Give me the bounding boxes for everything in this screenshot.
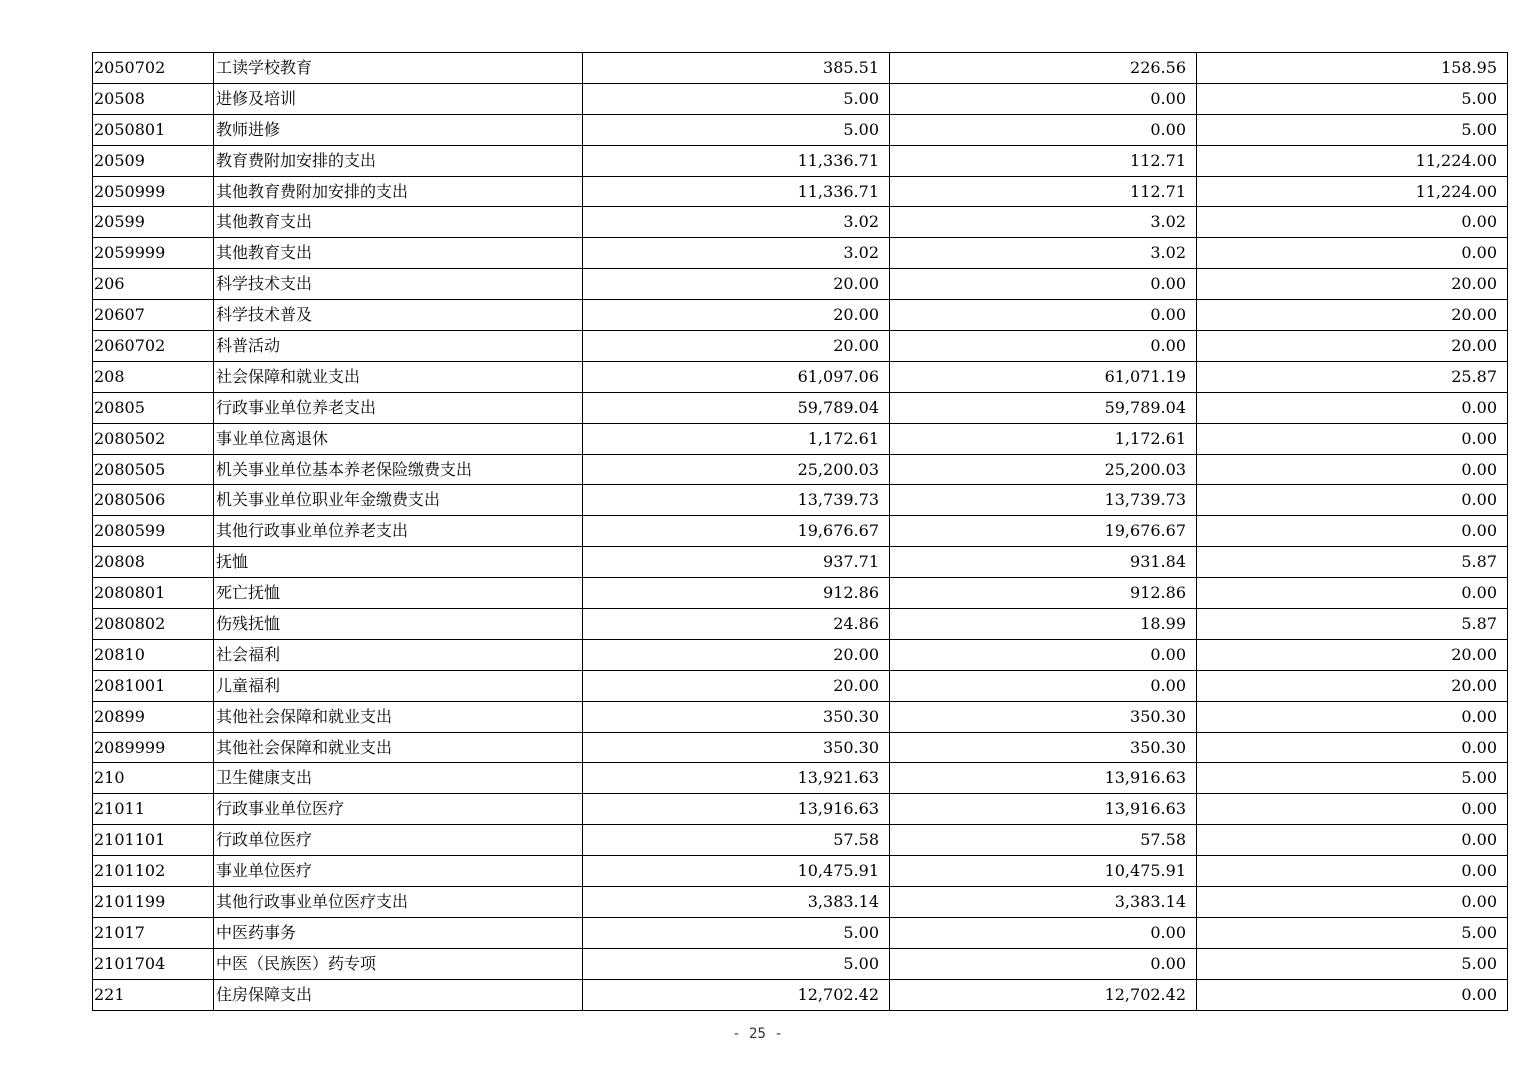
project-expenditure-cell: 5.87	[1197, 547, 1508, 578]
project-expenditure-cell: 5.00	[1197, 948, 1508, 979]
subject-code-cell: 221	[93, 979, 214, 1010]
subject-name-cell: 事业单位离退休	[214, 423, 583, 454]
basic-expenditure-cell: 350.30	[890, 701, 1197, 732]
table-row	[93, 979, 1508, 1010]
table-row	[93, 207, 1508, 238]
table-row	[93, 794, 1508, 825]
subject-name-cell: 社会福利	[214, 639, 583, 670]
table-row	[93, 269, 1508, 300]
subject-name-cell: 中医药事务	[214, 917, 583, 948]
total-amount-cell: 12,702.42	[583, 979, 890, 1010]
basic-expenditure-cell: 18.99	[890, 609, 1197, 640]
basic-expenditure-cell: 226.56	[890, 53, 1197, 84]
table-row	[93, 516, 1508, 547]
basic-expenditure-cell: 112.71	[890, 145, 1197, 176]
project-expenditure-cell: 20.00	[1197, 331, 1508, 362]
project-expenditure-cell: 0.00	[1197, 578, 1508, 609]
basic-expenditure-cell: 0.00	[890, 300, 1197, 331]
total-amount-cell: 10,475.91	[583, 856, 890, 887]
subject-name-cell: 科学技术普及	[214, 300, 583, 331]
basic-expenditure-cell: 12,702.42	[890, 979, 1197, 1010]
subject-name-cell: 其他教育费附加安排的支出	[214, 176, 583, 207]
subject-name-cell: 科学技术支出	[214, 269, 583, 300]
page-number: - 25 -	[732, 1026, 783, 1042]
basic-expenditure-cell: 0.00	[890, 948, 1197, 979]
project-expenditure-cell: 0.00	[1197, 392, 1508, 423]
subject-code-cell: 2081001	[93, 670, 214, 701]
basic-expenditure-cell: 0.00	[890, 114, 1197, 145]
total-amount-cell: 25,200.03	[583, 454, 890, 485]
subject-name-cell: 其他教育支出	[214, 238, 583, 269]
subject-name-cell: 伤残抚恤	[214, 609, 583, 640]
subject-code-cell: 2059999	[93, 238, 214, 269]
subject-name-cell: 其他教育支出	[214, 207, 583, 238]
subject-name-cell: 抚恤	[214, 547, 583, 578]
basic-expenditure-cell: 13,916.63	[890, 763, 1197, 794]
subject-name-cell: 事业单位医疗	[214, 856, 583, 887]
subject-name-cell: 其他社会保障和就业支出	[214, 732, 583, 763]
table-row	[93, 701, 1508, 732]
table-row	[93, 948, 1508, 979]
total-amount-cell: 11,336.71	[583, 176, 890, 207]
table-row	[93, 361, 1508, 392]
table-row	[93, 763, 1508, 794]
table-row	[93, 176, 1508, 207]
project-expenditure-cell: 11,224.00	[1197, 176, 1508, 207]
basic-expenditure-cell: 112.71	[890, 176, 1197, 207]
budget-expenditure-table	[92, 52, 1508, 1011]
subject-code-cell: 206	[93, 269, 214, 300]
table-row	[93, 392, 1508, 423]
total-amount-cell: 13,916.63	[583, 794, 890, 825]
subject-name-cell: 机关事业单位基本养老保险缴费支出	[214, 454, 583, 485]
subject-code-cell: 2050999	[93, 176, 214, 207]
project-expenditure-cell: 0.00	[1197, 825, 1508, 856]
subject-name-cell: 科普活动	[214, 331, 583, 362]
subject-name-cell: 行政事业单位医疗	[214, 794, 583, 825]
subject-name-cell: 卫生健康支出	[214, 763, 583, 794]
basic-expenditure-cell: 13,739.73	[890, 485, 1197, 516]
subject-name-cell: 儿童福利	[214, 670, 583, 701]
subject-code-cell: 20508	[93, 83, 214, 114]
table-row	[93, 83, 1508, 114]
subject-code-cell: 208	[93, 361, 214, 392]
total-amount-cell: 24.86	[583, 609, 890, 640]
project-expenditure-cell: 0.00	[1197, 701, 1508, 732]
total-amount-cell: 3.02	[583, 238, 890, 269]
table-row	[93, 53, 1508, 84]
basic-expenditure-cell: 61,071.19	[890, 361, 1197, 392]
table-row	[93, 485, 1508, 516]
subject-name-cell: 社会保障和就业支出	[214, 361, 583, 392]
subject-code-cell: 20899	[93, 701, 214, 732]
subject-name-cell: 其他行政事业单位医疗支出	[214, 887, 583, 918]
project-expenditure-cell: 0.00	[1197, 238, 1508, 269]
table-row	[93, 454, 1508, 485]
basic-expenditure-cell: 0.00	[890, 670, 1197, 701]
table-row	[93, 670, 1508, 701]
project-expenditure-cell: 20.00	[1197, 269, 1508, 300]
project-expenditure-cell: 0.00	[1197, 732, 1508, 763]
subject-name-cell: 其他行政事业单位养老支出	[214, 516, 583, 547]
subject-code-cell: 20509	[93, 145, 214, 176]
total-amount-cell: 20.00	[583, 670, 890, 701]
basic-expenditure-cell: 19,676.67	[890, 516, 1197, 547]
project-expenditure-cell: 0.00	[1197, 423, 1508, 454]
project-expenditure-cell: 158.95	[1197, 53, 1508, 84]
subject-code-cell: 210	[93, 763, 214, 794]
basic-expenditure-cell: 1,172.61	[890, 423, 1197, 454]
total-amount-cell: 59,789.04	[583, 392, 890, 423]
table-row	[93, 917, 1508, 948]
subject-name-cell: 行政单位医疗	[214, 825, 583, 856]
total-amount-cell: 20.00	[583, 269, 890, 300]
subject-code-cell: 20599	[93, 207, 214, 238]
basic-expenditure-cell: 0.00	[890, 269, 1197, 300]
basic-expenditure-cell: 10,475.91	[890, 856, 1197, 887]
table-row	[93, 639, 1508, 670]
subject-name-cell: 住房保障支出	[214, 979, 583, 1010]
table-row	[93, 423, 1508, 454]
table-row	[93, 238, 1508, 269]
subject-code-cell: 2101101	[93, 825, 214, 856]
basic-expenditure-cell: 3,383.14	[890, 887, 1197, 918]
total-amount-cell: 13,739.73	[583, 485, 890, 516]
project-expenditure-cell: 0.00	[1197, 485, 1508, 516]
subject-name-cell: 教育费附加安排的支出	[214, 145, 583, 176]
total-amount-cell: 20.00	[583, 639, 890, 670]
table-row	[93, 609, 1508, 640]
table-row	[93, 300, 1508, 331]
basic-expenditure-cell: 0.00	[890, 331, 1197, 362]
project-expenditure-cell: 20.00	[1197, 300, 1508, 331]
table-row	[93, 825, 1508, 856]
subject-name-cell: 工读学校教育	[214, 53, 583, 84]
table-row	[93, 856, 1508, 887]
subject-code-cell: 20805	[93, 392, 214, 423]
total-amount-cell: 20.00	[583, 331, 890, 362]
subject-code-cell: 20607	[93, 300, 214, 331]
basic-expenditure-cell: 3.02	[890, 238, 1197, 269]
basic-expenditure-cell: 3.02	[890, 207, 1197, 238]
subject-name-cell: 中医（民族医）药专项	[214, 948, 583, 979]
total-amount-cell: 61,097.06	[583, 361, 890, 392]
project-expenditure-cell: 5.00	[1197, 917, 1508, 948]
total-amount-cell: 912.86	[583, 578, 890, 609]
table-row	[93, 578, 1508, 609]
subject-code-cell: 20808	[93, 547, 214, 578]
total-amount-cell: 20.00	[583, 300, 890, 331]
project-expenditure-cell: 11,224.00	[1197, 145, 1508, 176]
subject-code-cell: 2101199	[93, 887, 214, 918]
table-row	[93, 114, 1508, 145]
total-amount-cell: 350.30	[583, 701, 890, 732]
project-expenditure-cell: 0.00	[1197, 887, 1508, 918]
total-amount-cell: 13,921.63	[583, 763, 890, 794]
total-amount-cell: 385.51	[583, 53, 890, 84]
project-expenditure-cell: 0.00	[1197, 454, 1508, 485]
subject-code-cell: 2080802	[93, 609, 214, 640]
subject-code-cell: 2050801	[93, 114, 214, 145]
project-expenditure-cell: 25.87	[1197, 361, 1508, 392]
subject-name-cell: 死亡抚恤	[214, 578, 583, 609]
subject-code-cell: 2089999	[93, 732, 214, 763]
total-amount-cell: 3,383.14	[583, 887, 890, 918]
project-expenditure-cell: 0.00	[1197, 979, 1508, 1010]
subject-code-cell: 2080801	[93, 578, 214, 609]
basic-expenditure-cell: 350.30	[890, 732, 1197, 763]
subject-code-cell: 2101704	[93, 948, 214, 979]
table-body	[93, 53, 1508, 1011]
total-amount-cell: 3.02	[583, 207, 890, 238]
subject-name-cell: 行政事业单位养老支出	[214, 392, 583, 423]
basic-expenditure-cell: 0.00	[890, 83, 1197, 114]
total-amount-cell: 937.71	[583, 547, 890, 578]
basic-expenditure-cell: 912.86	[890, 578, 1197, 609]
table-row	[93, 547, 1508, 578]
total-amount-cell: 11,336.71	[583, 145, 890, 176]
project-expenditure-cell: 0.00	[1197, 856, 1508, 887]
subject-code-cell: 2101102	[93, 856, 214, 887]
total-amount-cell: 5.00	[583, 917, 890, 948]
subject-code-cell: 2080505	[93, 454, 214, 485]
table-row	[93, 331, 1508, 362]
basic-expenditure-cell: 0.00	[890, 917, 1197, 948]
total-amount-cell: 5.00	[583, 948, 890, 979]
subject-code-cell: 20810	[93, 639, 214, 670]
project-expenditure-cell: 5.00	[1197, 114, 1508, 145]
subject-code-cell: 2080502	[93, 423, 214, 454]
subject-code-cell: 2050702	[93, 53, 214, 84]
project-expenditure-cell: 0.00	[1197, 516, 1508, 547]
table-row	[93, 732, 1508, 763]
basic-expenditure-cell: 25,200.03	[890, 454, 1197, 485]
basic-expenditure-cell: 57.58	[890, 825, 1197, 856]
subject-code-cell: 21011	[93, 794, 214, 825]
subject-code-cell: 2080506	[93, 485, 214, 516]
total-amount-cell: 19,676.67	[583, 516, 890, 547]
total-amount-cell: 5.00	[583, 83, 890, 114]
subject-name-cell: 教师进修	[214, 114, 583, 145]
total-amount-cell: 350.30	[583, 732, 890, 763]
total-amount-cell: 5.00	[583, 114, 890, 145]
total-amount-cell: 57.58	[583, 825, 890, 856]
subject-code-cell: 2080599	[93, 516, 214, 547]
project-expenditure-cell: 20.00	[1197, 639, 1508, 670]
project-expenditure-cell: 5.00	[1197, 83, 1508, 114]
basic-expenditure-cell: 13,916.63	[890, 794, 1197, 825]
table-row	[93, 145, 1508, 176]
subject-name-cell: 机关事业单位职业年金缴费支出	[214, 485, 583, 516]
subject-code-cell: 21017	[93, 917, 214, 948]
basic-expenditure-cell: 0.00	[890, 639, 1197, 670]
project-expenditure-cell: 5.00	[1197, 763, 1508, 794]
project-expenditure-cell: 20.00	[1197, 670, 1508, 701]
table-row	[93, 887, 1508, 918]
total-amount-cell: 1,172.61	[583, 423, 890, 454]
subject-name-cell: 进修及培训	[214, 83, 583, 114]
project-expenditure-cell: 0.00	[1197, 794, 1508, 825]
basic-expenditure-cell: 59,789.04	[890, 392, 1197, 423]
project-expenditure-cell: 0.00	[1197, 207, 1508, 238]
subject-name-cell: 其他社会保障和就业支出	[214, 701, 583, 732]
basic-expenditure-cell: 931.84	[890, 547, 1197, 578]
subject-code-cell: 2060702	[93, 331, 214, 362]
project-expenditure-cell: 5.87	[1197, 609, 1508, 640]
